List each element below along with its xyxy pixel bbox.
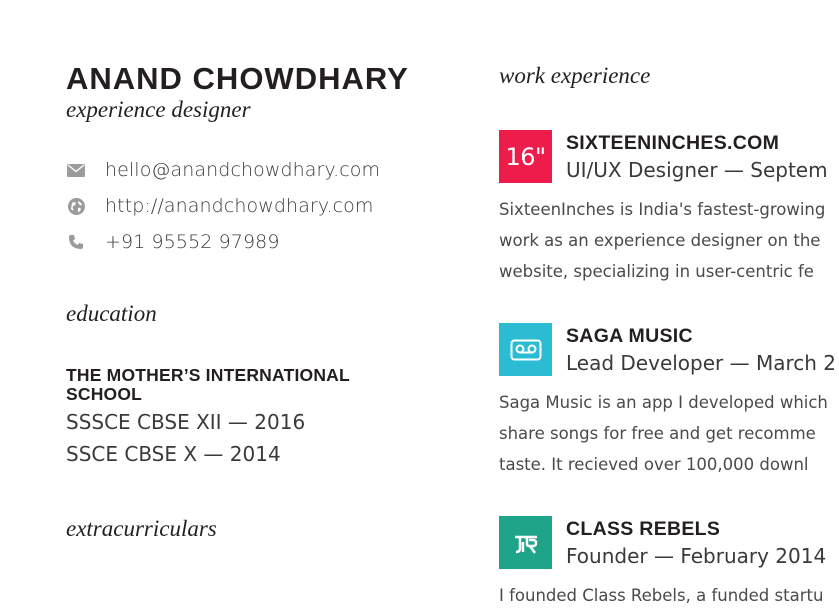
job-role: Lead Developer — March 2 <box>566 351 837 375</box>
job-role: UI/UX Designer — Septem <box>566 158 828 182</box>
education-lines <box>66 406 426 470</box>
person-role: experience designer <box>66 97 251 122</box>
education-heading: education <box>66 301 157 326</box>
job-description-line: share songs for free and get recomme <box>499 424 816 443</box>
job-description-line: website, specializing in user-centric fe <box>499 262 814 281</box>
job-title: CLASS REBELS <box>566 518 721 540</box>
school-name-line-1: THE MOTHER’S INTERNATIONAL <box>66 365 350 385</box>
sixteeninches-logo-text: 16" <box>505 142 546 171</box>
school-name-line-2: SCHOOL <box>66 384 143 404</box>
class-rebels-icon <box>499 516 552 569</box>
email-text: hello@anandchowdhary.com <box>105 159 381 181</box>
contact-email[interactable] <box>66 152 426 188</box>
phone-icon <box>66 232 86 252</box>
phone-text: +91 95552 97989 <box>105 231 280 253</box>
job-title: SIXTEENINCHES.COM <box>566 132 780 154</box>
cassette-icon <box>499 323 552 376</box>
work-experience-heading: work experience <box>499 63 651 88</box>
job-description-line: taste. It recieved over 100,000 downl <box>499 455 809 474</box>
website-text: http://anandchowdhary.com <box>105 195 374 217</box>
contact-phone[interactable] <box>66 224 426 260</box>
globe-icon <box>66 196 86 216</box>
job-description <box>499 580 823 611</box>
left-column <box>66 62 426 543</box>
education-line: SSSCE CBSE XII — 2016 <box>66 410 306 434</box>
job-title: SAGA MUSIC <box>566 325 693 347</box>
job-description <box>499 387 828 480</box>
job-description-line: I founded Class Rebels, a funded startu <box>499 586 824 605</box>
extracurriculars-heading: extracurriculars <box>66 516 217 541</box>
school-name <box>66 366 426 404</box>
person-name: ANAND CHOWDHARY <box>66 61 409 96</box>
contact-website[interactable] <box>66 188 426 224</box>
contact-list <box>66 152 426 260</box>
job-description-line: SixteenInches is India's fastest-growing <box>499 200 826 219</box>
job-description-line: Saga Music is an app I developed which <box>499 393 828 412</box>
job-description-line: work as an experience designer on the <box>499 231 821 250</box>
job-description <box>499 194 825 287</box>
job-role: Founder — February 2014 <box>566 544 827 568</box>
education-line: SSCE CBSE X — 2014 <box>66 442 281 466</box>
sixteeninches-logo <box>499 130 552 183</box>
mail-icon <box>66 160 86 180</box>
right-column <box>499 62 839 605</box>
